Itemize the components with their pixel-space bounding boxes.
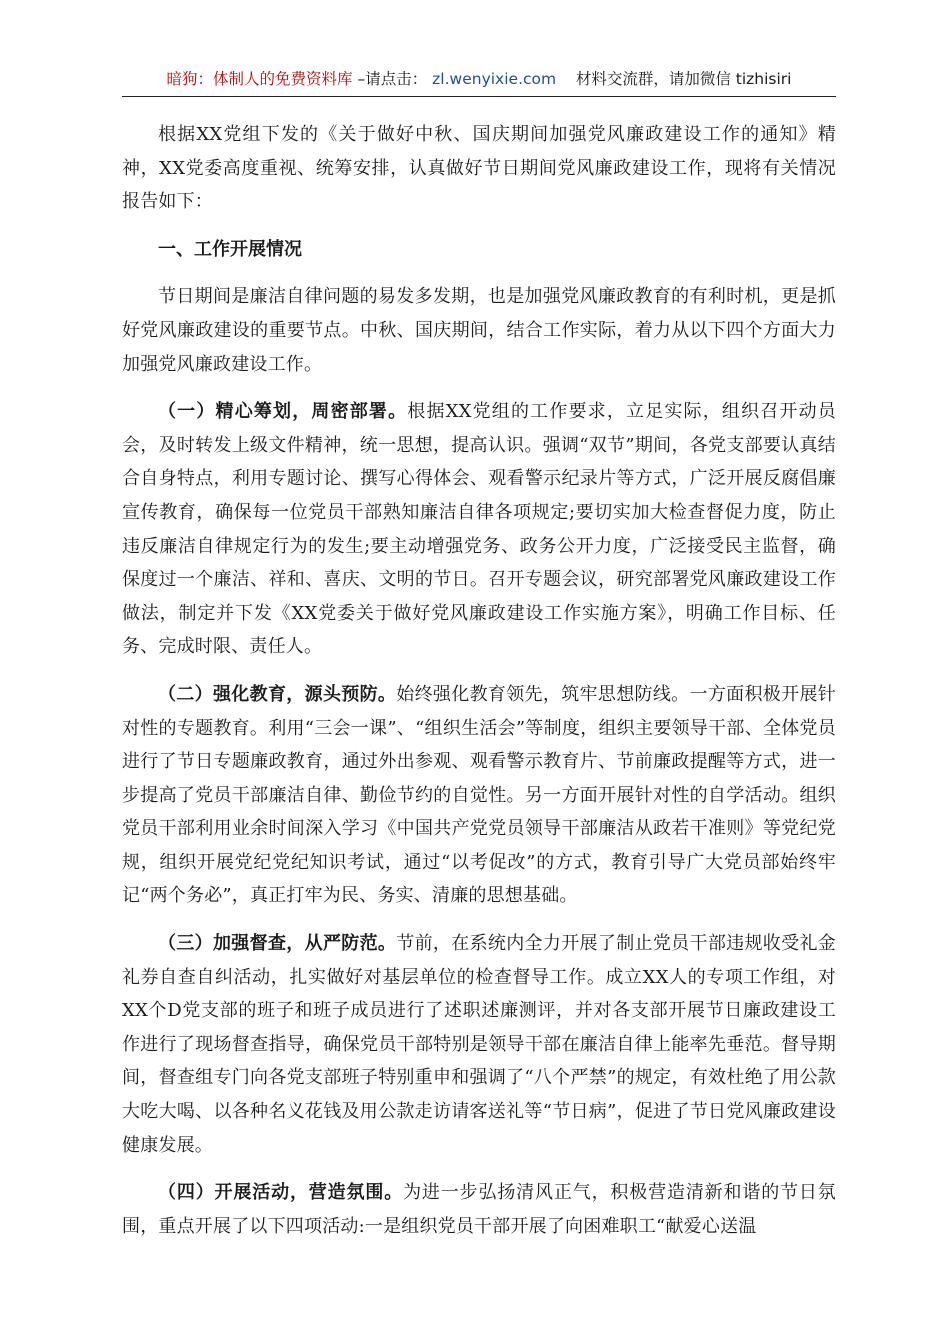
item-paragraph-1 (122, 395, 836, 664)
item-lead-4: （四）开展活动，营造氛围。 (158, 1182, 404, 1204)
item-lead-2: （二）强化教育，源头预防。 (158, 683, 397, 705)
document-body (122, 118, 836, 1257)
item-text-4: 为进一步弘扬清风正气，积极营造清新和谐的节日氛围，重点开展了以下四项活动:一是组织党员干部开展了向困难职工“献爱心送温 (122, 1182, 836, 1237)
section-heading: 一、工作开展情况 (158, 238, 302, 260)
item-paragraph-4 (122, 1176, 836, 1243)
item-text-3: 节前，在系统内全力开展了制止党员干部违规收受礼金礼券自查自纠活动，扎实做好对基层单位的检查督导工作。成立XX人的专项工作组，对XX个D党支部的班子和班子成员进行了述职述廉测评，并对各支部开展节日廉政建设工作进行了现场督查指导，确保党员干部特别是领导干部在廉洁自律上能率先垂范。督导期间，督查组专门向各党支部班子特别重申和强调了“八个严禁”的规定，有效杜绝了用公款大吃大喝、以各种名义花钱及用公款走访请客送礼等“节日病”，促进了节日党风廉政建设健康发展。 (122, 933, 836, 1156)
header-click-prompt: –请点击： (357, 70, 428, 88)
item-paragraph-3 (122, 927, 836, 1162)
item-lead-3: （三）加强督查，从严防范。 (158, 933, 397, 955)
item-text-2: 始终强化教育领先，筑牢思想防线。一方面积极开展针对性的专题教育。利用“三会一课”、“组织生活会”等制度，组织主要领导干部、全体党员进行了节日专题廉政教育，通过外出参观、观看警示教育片、节前廉政提醒等方式，进一步提高了党员干部廉洁自律、勤俭节约的自觉性。另一方面开展针对性的自学活动。组织党员干部利用业余时间深入学习《中国共产党党员领导干部廉洁从政若干准则》等党纪党规，组织开展党纪党纪知识考试，通过“以考促改”的方式，教育引导广大党员部始终牢记“两个务必”，真正打牢为民、务实、清廉的思想基础。 (122, 683, 836, 907)
intro-paragraph: 根据XX党组下发的《关于做好中秋、国庆期间加强党风廉政建设工作的通知》精神，XX党委高度重视、统筹安排，认真做好节日期间党风廉政建设工作，现将有关情况报告如下： (122, 124, 836, 213)
header-url-link[interactable]: zl.wenyixie.com (432, 70, 557, 88)
page-header (122, 66, 836, 97)
item-paragraph-2 (122, 678, 836, 913)
item-lead-1: （一）精心筹划，周密部署。 (158, 401, 408, 423)
item-text-1: 根据XX党组的工作要求，立足实际，组织召开动员会，及时转发上级文件精神，统一思想，提高认识。强调“双节”期间，各党支部要认真结合自身特点，利用专题讨论、撰写心得体会、观看警示纪录片等方式，广泛开展反腐倡廉宣传教育，确保每一位党员干部熟知廉洁自律各项规定;要切实加大检查督促力度，防止违反廉洁自律规定行为的发生;要主动增强党务、政务公开力度，广泛接受民主监督，确保度过一个廉洁、祥和、喜庆、文明的节日。召开专题会议，研究部署党风廉政建设工作做法，制定并下发《XX党委关于做好党风廉政建设工作实施方案》，明确工作目标、任务、完成时限、责任人。 (122, 401, 836, 658)
header-group-note: 材料交流群，请加微信 tizhisiri (575, 70, 792, 88)
header-brand: 暗狗：体制人的免费资料库 (166, 70, 353, 88)
section-intro-paragraph: 节日期间是廉洁自律问题的易发多发期，也是加强党风廉政教育的有利时机，更是抓好党风廉政建设的重要节点。中秋、国庆期间，结合工作实际，着力从以下四个方面大力加强党风廉政建设工作。 (122, 286, 836, 375)
